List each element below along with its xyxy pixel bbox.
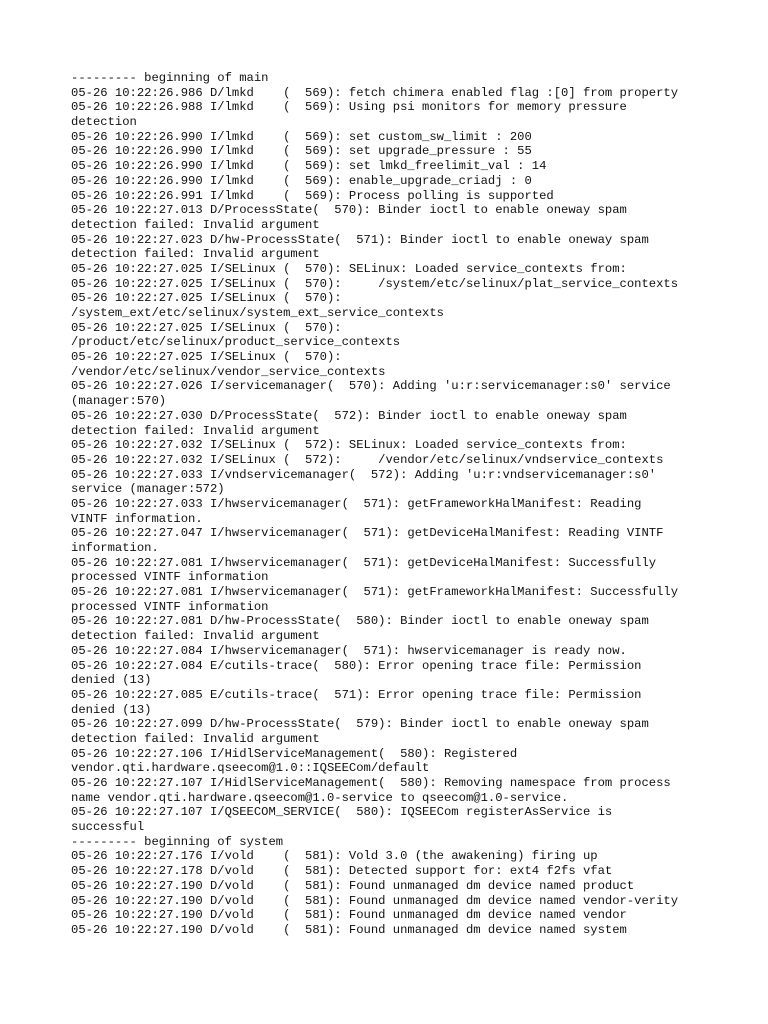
log-line: 05-26 10:22:27.026 I/servicemanager( 570): Adding 'u:r:servicemanager:s0' service	[71, 379, 671, 394]
log-line: (manager:570)	[71, 394, 167, 409]
log-line: 05-26 10:22:26.988 I/lmkd ( 569): Using psi monitors for memory pressure	[71, 100, 627, 115]
log-line: 05-26 10:22:26.990 I/lmkd ( 569): set upgrade_pressure : 55	[71, 144, 532, 159]
log-line: 05-26 10:22:27.190 D/vold ( 581): Found unmanaged dm device named system	[71, 922, 627, 937]
log-line: detection failed: Invalid argument	[71, 629, 320, 644]
log-line: detection failed: Invalid argument	[71, 423, 320, 438]
log-line: successful	[71, 820, 145, 835]
log-line: 05-26 10:22:27.085 E/cutils-trace( 571): Error opening trace file: Permission	[71, 687, 642, 702]
log-line: 05-26 10:22:27.099 D/hw-ProcessState( 579): Binder ioctl to enable oneway spam	[71, 717, 649, 732]
log-line: 05-26 10:22:27.107 I/QSEECOM_SERVICE( 580): IQSEECom registerAsService is	[71, 805, 613, 820]
log-line: detection failed: Invalid argument	[71, 247, 320, 262]
log-line: detection failed: Invalid argument	[71, 731, 320, 746]
log-line: service (manager:572)	[71, 482, 225, 497]
log-line: 05-26 10:22:27.106 I/HidlServiceManagement( 580): Registered	[71, 746, 518, 761]
log-line: processed VINTF information	[71, 599, 269, 614]
log-line: detection	[71, 115, 137, 130]
log-line: 05-26 10:22:27.107 I/HidlServiceManagement( 580): Removing namespace from process	[71, 776, 671, 790]
log-line: 05-26 10:22:27.025 I/SELinux ( 570):	[71, 350, 342, 365]
log-line: 05-26 10:22:27.032 I/SELinux ( 572): SELinux: Loaded service_contexts from:	[71, 438, 627, 453]
log-line: 05-26 10:22:27.178 D/vold ( 581): Detected support for: ext4 f2fs vfat	[71, 864, 613, 879]
log-line: denied (13)	[71, 702, 152, 717]
log-line: denied (13)	[71, 673, 152, 688]
log-line: 05-26 10:22:27.013 D/ProcessState( 570): Binder ioctl to enable oneway spam	[71, 203, 627, 218]
log-line: 05-26 10:22:27.047 I/hwservicemanager( 571): getDeviceHalManifest: Reading VINTF	[71, 526, 664, 541]
log-line: 05-26 10:22:27.190 D/vold ( 581): Found unmanaged dm device named vendor-verity	[71, 893, 679, 908]
log-line: 05-26 10:22:27.025 I/SELinux ( 570): SELinux: Loaded service_contexts from:	[71, 261, 627, 276]
log-text	[71, 71, 711, 938]
log-line: 05-26 10:22:27.025 I/SELinux ( 570): /system/etc/selinux/plat_service_contexts	[71, 276, 679, 291]
log-line: 05-26 10:22:27.084 E/cutils-trace( 580): Error opening trace file: Permission	[71, 658, 642, 673]
log-line: name vendor.qti.hardware.qseecom@1.0-service to qseecom@1.0-service.	[71, 790, 569, 805]
log-line: 05-26 10:22:27.081 I/hwservicemanager( 571): getDeviceHalManifest: Successfully	[71, 555, 657, 570]
log-line: 05-26 10:22:27.023 D/hw-ProcessState( 571): Binder ioctl to enable oneway spam	[71, 232, 649, 247]
log-line: --------- beginning of main	[71, 71, 269, 85]
log-line: 05-26 10:22:27.030 D/ProcessState( 572): Binder ioctl to enable oneway spam	[71, 408, 627, 423]
log-line: 05-26 10:22:27.176 I/vold ( 581): Vold 3.0 (the awakening) firing up	[71, 849, 598, 864]
log-line: VINTF information.	[71, 511, 203, 526]
log-line: detection failed: Invalid argument	[71, 217, 320, 232]
log-line: --------- beginning of system	[71, 834, 284, 849]
log-line: information.	[71, 541, 159, 555]
log-line: 05-26 10:22:27.033 I/hwservicemanager( 571): getFrameworkHalManifest: Reading	[71, 496, 642, 511]
log-line: 05-26 10:22:26.990 I/lmkd ( 569): set lmkd_freelimit_val : 14	[71, 159, 547, 174]
log-line: 05-26 10:22:27.025 I/SELinux ( 570):	[71, 320, 342, 335]
log-line: 05-26 10:22:27.190 D/vold ( 581): Found unmanaged dm device named product	[71, 878, 635, 893]
log-line: 05-26 10:22:27.084 I/hwservicemanager( 571): hwservicemanager is ready now.	[71, 643, 627, 658]
log-line: 05-26 10:22:27.081 I/hwservicemanager( 571): getFrameworkHalManifest: Successfully	[71, 585, 679, 600]
log-document	[71, 71, 711, 938]
log-line: 05-26 10:22:26.991 I/lmkd ( 569): Process polling is supported	[71, 188, 554, 203]
log-line: 05-26 10:22:26.990 I/lmkd ( 569): set custom_sw_limit : 200	[71, 129, 532, 144]
log-line: 05-26 10:22:27.025 I/SELinux ( 570):	[71, 291, 342, 306]
log-line: /product/etc/selinux/product_service_contexts	[71, 335, 401, 350]
log-line: 05-26 10:22:27.190 D/vold ( 581): Found unmanaged dm device named vendor	[71, 908, 627, 923]
log-line: vendor.qti.hardware.qseecom@1.0::IQSEECom/default	[71, 761, 430, 776]
log-line: 05-26 10:22:26.990 I/lmkd ( 569): enable_upgrade_criadj : 0	[71, 173, 532, 188]
log-line: 05-26 10:22:27.033 I/vndservicemanager( 572): Adding 'u:r:vndservicemanager:s0'	[71, 467, 657, 482]
log-line: 05-26 10:22:27.081 D/hw-ProcessState( 580): Binder ioctl to enable oneway spam	[71, 614, 649, 629]
log-line: /system_ext/etc/selinux/system_ext_service_contexts	[71, 306, 444, 320]
log-line: /vendor/etc/selinux/vendor_service_contexts	[71, 364, 386, 379]
log-line: processed VINTF information	[71, 570, 269, 585]
log-line: 05-26 10:22:27.032 I/SELinux ( 572): /vendor/etc/selinux/vndservice_contexts	[71, 452, 664, 467]
log-line: 05-26 10:22:26.986 D/lmkd ( 569): fetch chimera enabled flag :[0] from property	[71, 85, 679, 100]
